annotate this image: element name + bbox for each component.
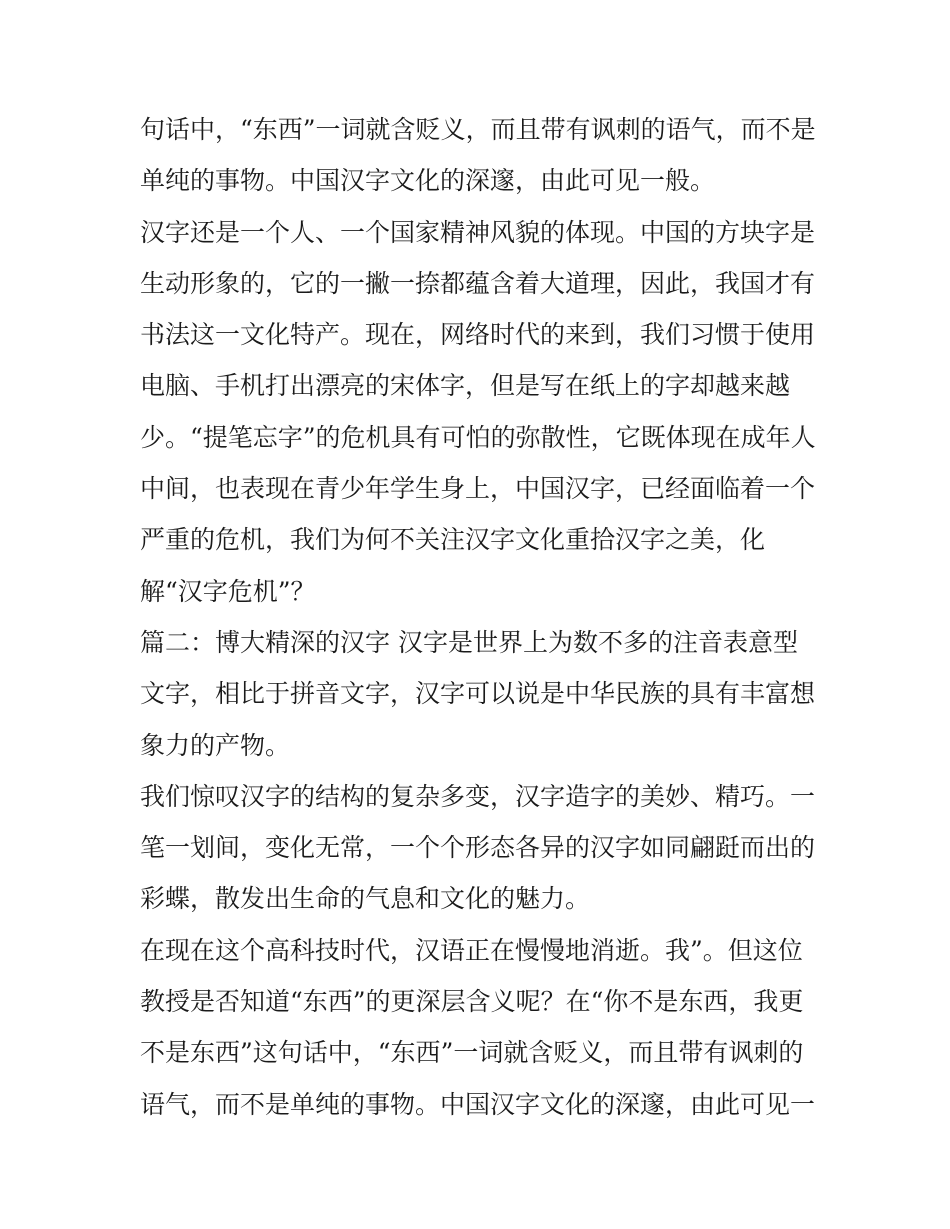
text-line-2: 单纯的事物。中国汉字文化的深邃，由此可见一般。 (140, 166, 716, 196)
text-line-13: 象力的产物。 (140, 730, 291, 760)
text-line-12: 文字，相比于拼音文字，汉字可以说是中华民族的具有丰富想 (140, 679, 816, 709)
text-line-11: 篇二：博大精深的汉字 汉字是世界上为数不多的注音表意型 (140, 627, 798, 657)
text-line-15: 笔一划间，变化无常，一个个形态各异的汉字如同翩跹而出的 (140, 833, 816, 863)
document-body (140, 104, 820, 1130)
text-line-10: 解“汉字危机”？ (140, 576, 316, 606)
text-line-8: 中间，也表现在青少年学生身上，中国汉字，已经面临着一个 (140, 474, 816, 504)
text-line-4: 生动形象的，它的一撇一捺都蕴含着大道理，因此，我国才有 (140, 268, 816, 298)
text-line-19: 不是东西”这句话中，“东西”一词就含贬义，而且带有讽刺的 (140, 1038, 804, 1068)
text-line-9: 严重的危机，我们为何不关注汉字文化重拾汉字之美，化 (140, 525, 766, 555)
text-line-1: 句话中，“东西”一词就含贬义，而且带有讽刺的语气，而不是 (140, 115, 816, 144)
text-line-14: 我们惊叹汉字的结构的复杂多变，汉字造字的美妙、精巧。一 (140, 781, 816, 811)
text-line-16: 彩蝶，散发出生命的气息和文化的魅力。 (140, 884, 591, 914)
text-line-6: 电脑、手机打出漂亮的宋体字，但是写在纸上的字却越来越 (140, 371, 791, 401)
text-line-3: 汉字还是一个人、一个国家精神风貌的体现。中国的方块字是 (140, 217, 816, 247)
text-line-7: 少。“提笔忘字”的危机具有可怕的弥散性，它既体现在成年人 (140, 422, 816, 452)
text-line-5: 书法这一文化特产。现在，网络时代的来到，我们习惯于使用 (140, 320, 816, 350)
text-line-20: 语气，而不是单纯的事物。中国汉字文化的深邃，由此可见一 (140, 1089, 816, 1119)
text-line-17: 在现在这个高科技时代，汉语正在慢慢地消逝。我”。但这位 (140, 935, 803, 965)
text-line-18: 教授是否知道“东西”的更深层含义呢？在“你不是东西，我更 (140, 987, 804, 1017)
